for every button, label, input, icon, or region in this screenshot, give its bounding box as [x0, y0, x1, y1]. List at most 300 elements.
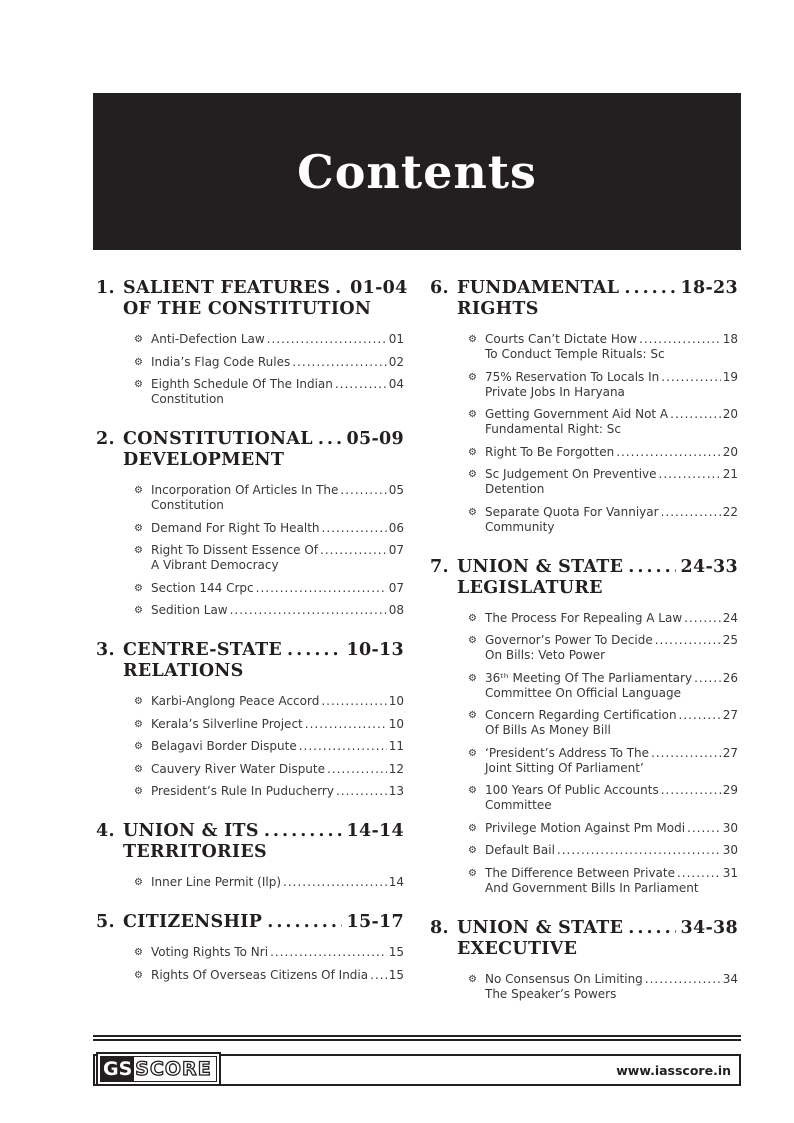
- toc-section: [430, 557, 738, 896]
- entry-page-number: 22: [722, 504, 738, 519]
- entry-page-number: 12: [388, 761, 404, 776]
- entry-title-line2: And Government Bills In Parliament: [485, 880, 699, 895]
- toc-section: [96, 640, 404, 799]
- footer-bar: [93, 1054, 741, 1086]
- dotted-leader: [318, 429, 342, 450]
- entry-page-number: 27: [722, 745, 738, 760]
- bullet-icon: ⚙: [468, 973, 477, 985]
- dotted-leader: [624, 278, 675, 299]
- section-title: SALIENT FEATURES: [123, 278, 331, 298]
- bullet-icon: ⚙: [134, 334, 143, 345]
- toc-entry[interactable]: [468, 708, 738, 738]
- entry-content: [485, 467, 738, 497]
- toc-column-left: [96, 278, 408, 1024]
- dotted-leader: [677, 866, 721, 881]
- bullet-icon: ⚙: [134, 947, 143, 958]
- toc-columns: [93, 278, 741, 1024]
- dotted-leader: [661, 505, 721, 520]
- bullet-icon: ⚙: [468, 446, 477, 458]
- entry-title: 75% Reservation To Locals In: [485, 369, 660, 384]
- dotted-leader: [661, 783, 721, 798]
- entry-page-number: 15: [388, 967, 404, 982]
- bullet-icon: ⚙: [134, 485, 143, 496]
- dotted-leader: [661, 370, 720, 385]
- dotted-leader: [628, 918, 675, 939]
- toc-entry[interactable]: [468, 843, 738, 858]
- dotted-leader: [557, 843, 721, 858]
- entry-title: Karbi-Anglong Peace Accord: [151, 694, 320, 708]
- entry-page-number: 26: [722, 670, 738, 685]
- toc-entry[interactable]: [134, 784, 404, 799]
- entry-page-number: 34: [722, 971, 738, 986]
- dotted-leader: [679, 708, 721, 723]
- toc-section: [96, 429, 404, 618]
- entry-title: Concern Regarding Certification: [485, 708, 677, 722]
- entry-content: [151, 739, 404, 754]
- entry-page-number: 27: [722, 708, 738, 722]
- section-heading-row: [430, 278, 738, 299]
- toc-entry[interactable]: [468, 370, 738, 400]
- dotted-leader: [283, 875, 387, 890]
- section-number: 7.: [430, 556, 449, 577]
- bullet-icon: ⚙: [134, 763, 143, 775]
- toc-entry[interactable]: [468, 611, 738, 626]
- entry-line1: [151, 581, 404, 596]
- entry-content: [151, 762, 404, 777]
- entry-title: Right To Dissent Essence Of: [151, 543, 318, 557]
- section-title-line2: EXECUTIVE: [457, 938, 578, 959]
- toc-entry[interactable]: [468, 671, 738, 701]
- entry-title-line2: The Speaker’s Powers: [485, 986, 617, 1001]
- section-items: [96, 875, 404, 890]
- entry-content: [485, 866, 738, 896]
- entry-page-number: 15: [388, 945, 404, 959]
- entry-page-number: 10: [388, 716, 404, 731]
- entry-title-line2: A Vibrant Democracy: [151, 558, 279, 572]
- section-heading[interactable]: [96, 278, 408, 320]
- bullet-icon: ⚙: [468, 409, 477, 420]
- entry-page-number: 30: [722, 820, 738, 835]
- dotted-leader: [322, 521, 387, 536]
- entry-content: [485, 445, 738, 460]
- section-title-line2: LEGISLATURE: [457, 577, 603, 598]
- dotted-leader: [370, 968, 387, 983]
- toc-entry[interactable]: [134, 543, 404, 573]
- toc-entry[interactable]: [134, 875, 404, 890]
- bullet-icon: ⚙: [468, 785, 477, 796]
- dotted-leader: [230, 603, 387, 618]
- section-heading-row: [96, 640, 404, 661]
- entry-line1: [485, 972, 738, 987]
- toc-entry[interactable]: [134, 332, 404, 347]
- entry-content: [485, 843, 738, 858]
- toc-entry[interactable]: [468, 866, 738, 896]
- entry-title: ‘President’s Address To The: [485, 745, 650, 760]
- bullet-icon: ⚙: [134, 379, 143, 390]
- bullet-icon: ⚙: [468, 710, 477, 721]
- entry-title: India’s Flag Code Rules: [151, 354, 291, 369]
- toc-entry[interactable]: [468, 746, 738, 776]
- entry-line1: [151, 717, 404, 732]
- entry-content: [485, 746, 738, 776]
- section-page-range: 01-04: [350, 278, 408, 298]
- entry-title-line2: Of Bills As Money Bill: [485, 723, 611, 737]
- entry-line1: [151, 377, 404, 392]
- toc-entry[interactable]: [134, 694, 404, 709]
- entry-content: [151, 784, 404, 799]
- dotted-leader: [270, 945, 387, 960]
- toc-entry[interactable]: [468, 332, 738, 362]
- bullet-icon: ⚙: [134, 696, 143, 707]
- entry-line1: [485, 332, 738, 347]
- bullet-icon: ⚙: [468, 672, 477, 684]
- entry-content: [485, 370, 738, 400]
- toc-entry[interactable]: [134, 603, 404, 618]
- dotted-leader: [264, 821, 342, 842]
- entry-page-number: 11: [388, 739, 404, 753]
- entry-line1: [485, 407, 738, 422]
- dotted-leader: [267, 912, 341, 933]
- section-title: UNION & ITS: [123, 821, 259, 841]
- bullet-icon: ⚙: [468, 612, 477, 624]
- bullet-icon: ⚙: [468, 635, 477, 646]
- entry-content: [151, 521, 404, 536]
- entry-title: 100 Years Of Public Accounts: [485, 783, 659, 797]
- dotted-leader: [267, 332, 387, 347]
- dotted-leader: [292, 355, 386, 370]
- dotted-leader: [321, 694, 386, 709]
- toc-entry[interactable]: [468, 633, 738, 663]
- bullet-icon: ⚙: [468, 469, 477, 480]
- toc-entry[interactable]: [134, 762, 404, 777]
- dotted-leader: [320, 543, 387, 558]
- entry-title: Demand For Right To Health: [151, 520, 320, 535]
- footer-divider: [93, 1035, 741, 1041]
- entry-line1: [151, 603, 404, 618]
- toc-entry[interactable]: [134, 717, 404, 732]
- entry-line1: [485, 445, 738, 460]
- entry-title: Incorporation Of Articles In The: [151, 483, 339, 497]
- section-heading[interactable]: [430, 918, 738, 960]
- entry-line1: [485, 746, 738, 761]
- bullet-icon: ⚙: [468, 867, 477, 879]
- section-heading[interactable]: [430, 278, 738, 320]
- entry-content: [485, 633, 738, 663]
- entry-title: Rights Of Overseas Citizens Of India: [151, 967, 369, 982]
- section-title: CENTRE-STATE: [123, 640, 283, 660]
- section-title: UNION & STATE: [457, 917, 624, 938]
- entry-page-number: 06: [388, 520, 404, 535]
- dotted-leader: [256, 581, 387, 596]
- section-heading-row: [96, 821, 404, 842]
- entry-page-number: 13: [388, 784, 404, 798]
- section-title-line2: RELATIONS: [123, 661, 244, 681]
- dotted-leader: [335, 278, 345, 299]
- entry-title: Default Bail: [485, 843, 555, 857]
- bullet-icon: ⚙: [468, 747, 477, 759]
- entry-title: Sedition Law: [151, 603, 228, 617]
- section-number: 4.: [96, 821, 115, 841]
- entry-line1: [151, 762, 404, 777]
- dotted-leader: [655, 633, 721, 648]
- section-items: [96, 483, 404, 618]
- entry-page-number: 18: [722, 332, 738, 346]
- toc-entry[interactable]: [134, 581, 404, 596]
- entry-line1: [485, 708, 738, 723]
- dotted-leader: [684, 611, 721, 626]
- entry-line1: [485, 505, 738, 520]
- contents-banner: [93, 93, 741, 250]
- entry-title-line2: Detention: [485, 482, 545, 496]
- entry-line1: [151, 483, 404, 498]
- toc-entry[interactable]: [468, 972, 738, 1002]
- toc-entry[interactable]: [468, 505, 738, 535]
- section-title: FUNDAMENTAL: [457, 278, 620, 298]
- toc-entry[interactable]: [468, 821, 738, 836]
- toc-entry[interactable]: [468, 407, 738, 437]
- entry-page-number: 04: [388, 377, 404, 391]
- dotted-leader: [670, 407, 721, 422]
- entry-line1: [485, 467, 738, 482]
- entry-page-number: 24: [722, 610, 738, 625]
- dotted-leader: [628, 557, 675, 578]
- section-heading-row: [430, 557, 738, 578]
- entry-line1: [485, 671, 738, 686]
- entry-content: [151, 332, 404, 347]
- bullet-icon: ⚙: [134, 786, 143, 797]
- entry-line1: [151, 355, 404, 370]
- entry-content: [151, 581, 404, 596]
- entry-line1: [485, 611, 738, 626]
- entry-title: Inner Line Permit (Ilp): [151, 875, 282, 889]
- bullet-icon: ⚙: [134, 545, 143, 556]
- entry-line1: [151, 521, 404, 536]
- dotted-leader: [645, 972, 721, 987]
- toc-entry[interactable]: [134, 521, 404, 536]
- entry-content: [485, 821, 738, 836]
- entry-title: Anti-Defection Law: [151, 332, 265, 346]
- dotted-leader: [616, 445, 721, 460]
- entry-content: [151, 603, 404, 618]
- entry-page-number: 07: [388, 543, 404, 557]
- bullet-icon: ⚙: [134, 877, 143, 888]
- dotted-leader: [335, 377, 387, 392]
- section-page-range: 34-38: [680, 917, 738, 938]
- page-title: Contents: [297, 144, 537, 199]
- entry-title: Sc Judgement On Preventive: [485, 467, 657, 481]
- entry-title: Section 144 Crpc: [151, 580, 254, 595]
- section-number: 6.: [430, 278, 449, 298]
- bullet-icon: ⚙: [134, 969, 143, 981]
- entry-page-number: 21: [722, 467, 738, 481]
- entry-title: Voting Rights To Nri: [151, 945, 269, 959]
- bullet-icon: ⚙: [468, 822, 477, 834]
- entry-content: [151, 543, 404, 573]
- entry-line1: [151, 332, 404, 347]
- entry-title: Right To Be Forgotten: [485, 444, 615, 459]
- section-heading[interactable]: [96, 640, 404, 682]
- section-items: [430, 332, 738, 535]
- dotted-leader: [694, 671, 721, 686]
- gsscore-logo-inner: [100, 1056, 217, 1082]
- entry-line1: [151, 739, 404, 754]
- section-page-range: 18-23: [680, 278, 738, 298]
- bullet-icon: ⚙: [134, 522, 143, 534]
- toc-entry[interactable]: [134, 945, 404, 960]
- entry-line1: [151, 875, 404, 890]
- section-number: 3.: [96, 640, 115, 660]
- dotted-leader: [340, 483, 386, 498]
- toc-entry[interactable]: [134, 483, 404, 513]
- toc-entry[interactable]: [134, 739, 404, 754]
- entry-content: [151, 355, 404, 370]
- entry-page-number: 20: [722, 444, 738, 459]
- bullet-icon: ⚙: [134, 356, 143, 368]
- section-title-line2: DEVELOPMENT: [123, 450, 285, 470]
- dotted-leader: [639, 332, 721, 347]
- entry-title: Getting Government Aid Not A: [485, 407, 669, 421]
- section-heading-row: [430, 918, 738, 939]
- section-items: [96, 945, 404, 983]
- entry-line1: [485, 843, 738, 858]
- toc-section: [430, 278, 738, 535]
- section-items: [96, 332, 404, 407]
- toc-entry[interactable]: [468, 783, 738, 813]
- section-heading-row: [96, 429, 404, 450]
- entry-content: [151, 717, 404, 732]
- entry-page-number: 19: [722, 369, 738, 384]
- entry-page-number: 31: [722, 865, 738, 880]
- entry-title-line2: Committee: [485, 798, 552, 812]
- entry-line1: [485, 783, 738, 798]
- toc-entry[interactable]: [134, 355, 404, 370]
- entry-page-number: 07: [388, 580, 404, 595]
- entry-line1: [485, 821, 738, 836]
- entry-line1: [151, 784, 404, 799]
- entry-title-line2: Community: [485, 519, 555, 534]
- section-number: 1.: [96, 278, 115, 298]
- entry-page-number: 05: [388, 483, 404, 497]
- dotted-leader: [327, 762, 387, 777]
- section-heading[interactable]: [96, 429, 404, 471]
- toc-entry[interactable]: [468, 445, 738, 460]
- toc-entry[interactable]: [134, 968, 404, 983]
- entry-line1: [151, 945, 404, 960]
- entry-content: [485, 332, 738, 362]
- section-title-line2: OF THE CONSTITUTION: [123, 299, 372, 319]
- entry-title: Governor’s Power To Decide: [485, 633, 653, 647]
- entry-page-number: 25: [722, 633, 738, 647]
- entry-content: [485, 972, 738, 1002]
- toc-column-right: [430, 278, 738, 1024]
- entry-title: 36ᵗʰ Meeting Of The Parliamentary: [485, 670, 693, 685]
- entry-line1: [485, 370, 738, 385]
- bullet-icon: ⚙: [134, 582, 143, 594]
- entry-content: [151, 694, 404, 709]
- bullet-icon: ⚙: [468, 506, 477, 518]
- entry-title-line2: Constitution: [151, 498, 224, 512]
- toc-entry[interactable]: [134, 377, 404, 407]
- entry-page-number: 30: [722, 843, 738, 857]
- entry-title: Cauvery River Water Dispute: [151, 761, 325, 776]
- section-page-range: 24-33: [680, 556, 738, 577]
- bullet-icon: ⚙: [468, 845, 477, 856]
- website-link[interactable]: www.iasscore.in: [616, 1062, 731, 1078]
- logo-score-text: SCORE: [135, 1058, 212, 1080]
- bullet-icon: ⚙: [134, 718, 143, 730]
- section-heading[interactable]: [96, 912, 404, 933]
- section-number: 2.: [96, 429, 115, 449]
- entry-page-number: 01: [388, 332, 404, 346]
- section-number: 5.: [96, 912, 115, 932]
- dotted-leader: [287, 640, 341, 661]
- section-heading[interactable]: [96, 821, 404, 863]
- entry-title-line2: To Conduct Temple Rituals: Sc: [485, 347, 665, 361]
- section-items: [96, 694, 404, 799]
- section-heading-row: [96, 278, 408, 299]
- section-items: [430, 611, 738, 896]
- section-page-range: 14-14: [346, 821, 404, 841]
- page-footer: [93, 1035, 741, 1086]
- entry-content: [485, 671, 738, 701]
- entry-title-line2: Private Jobs In Haryana: [485, 384, 625, 399]
- toc-entry[interactable]: [468, 467, 738, 497]
- entry-content: [151, 968, 404, 983]
- toc-section: [430, 918, 738, 1002]
- entry-content: [485, 505, 738, 535]
- section-items: [430, 972, 738, 1002]
- dotted-leader: [687, 821, 721, 836]
- section-heading-row: [96, 912, 404, 933]
- entry-title: Separate Quota For Vanniyar: [485, 504, 659, 519]
- section-page-range: 15-17: [346, 912, 404, 932]
- dotted-leader: [305, 717, 387, 732]
- entry-title: The Difference Between Private: [485, 865, 675, 880]
- entry-line1: [151, 968, 404, 983]
- toc-section: [96, 821, 404, 890]
- dotted-leader: [336, 784, 387, 799]
- entry-title-line2: Committee On Official Language: [485, 685, 681, 700]
- section-title-line2: TERRITORIES: [123, 842, 267, 862]
- entry-page-number: 29: [722, 783, 738, 797]
- entry-page-number: 02: [388, 354, 404, 369]
- entry-title-line2: Constitution: [151, 392, 224, 406]
- entry-page-number: 10: [388, 694, 404, 708]
- toc-section: [96, 278, 408, 407]
- entry-title: The Process For Repealing A Law: [485, 610, 683, 625]
- bullet-icon: ⚙: [134, 741, 143, 752]
- section-title-line2: RIGHTS: [457, 299, 539, 319]
- entry-title: President’s Rule In Puducherry: [151, 784, 334, 798]
- section-heading[interactable]: [430, 557, 738, 599]
- entry-line1: [151, 694, 404, 709]
- bullet-icon: ⚙: [468, 371, 477, 383]
- entry-content: [151, 483, 404, 513]
- entry-line1: [485, 633, 738, 648]
- section-number: 8.: [430, 917, 449, 938]
- section-page-range: 05-09: [346, 429, 404, 449]
- entry-title: Kerala’s Silverline Project: [151, 716, 303, 731]
- entry-content: [485, 407, 738, 437]
- entry-page-number: 20: [722, 407, 738, 421]
- entry-title: Courts Can’t Dictate How: [485, 332, 638, 346]
- section-title: CITIZENSHIP: [123, 912, 263, 932]
- entry-title-line2: Joint Sitting Of Parliament’: [485, 760, 644, 775]
- gsscore-logo: [96, 1052, 221, 1086]
- entry-title-line2: On Bills: Veto Power: [485, 648, 606, 662]
- dotted-leader: [299, 739, 387, 754]
- section-title: CONSTITUTIONAL: [123, 429, 313, 449]
